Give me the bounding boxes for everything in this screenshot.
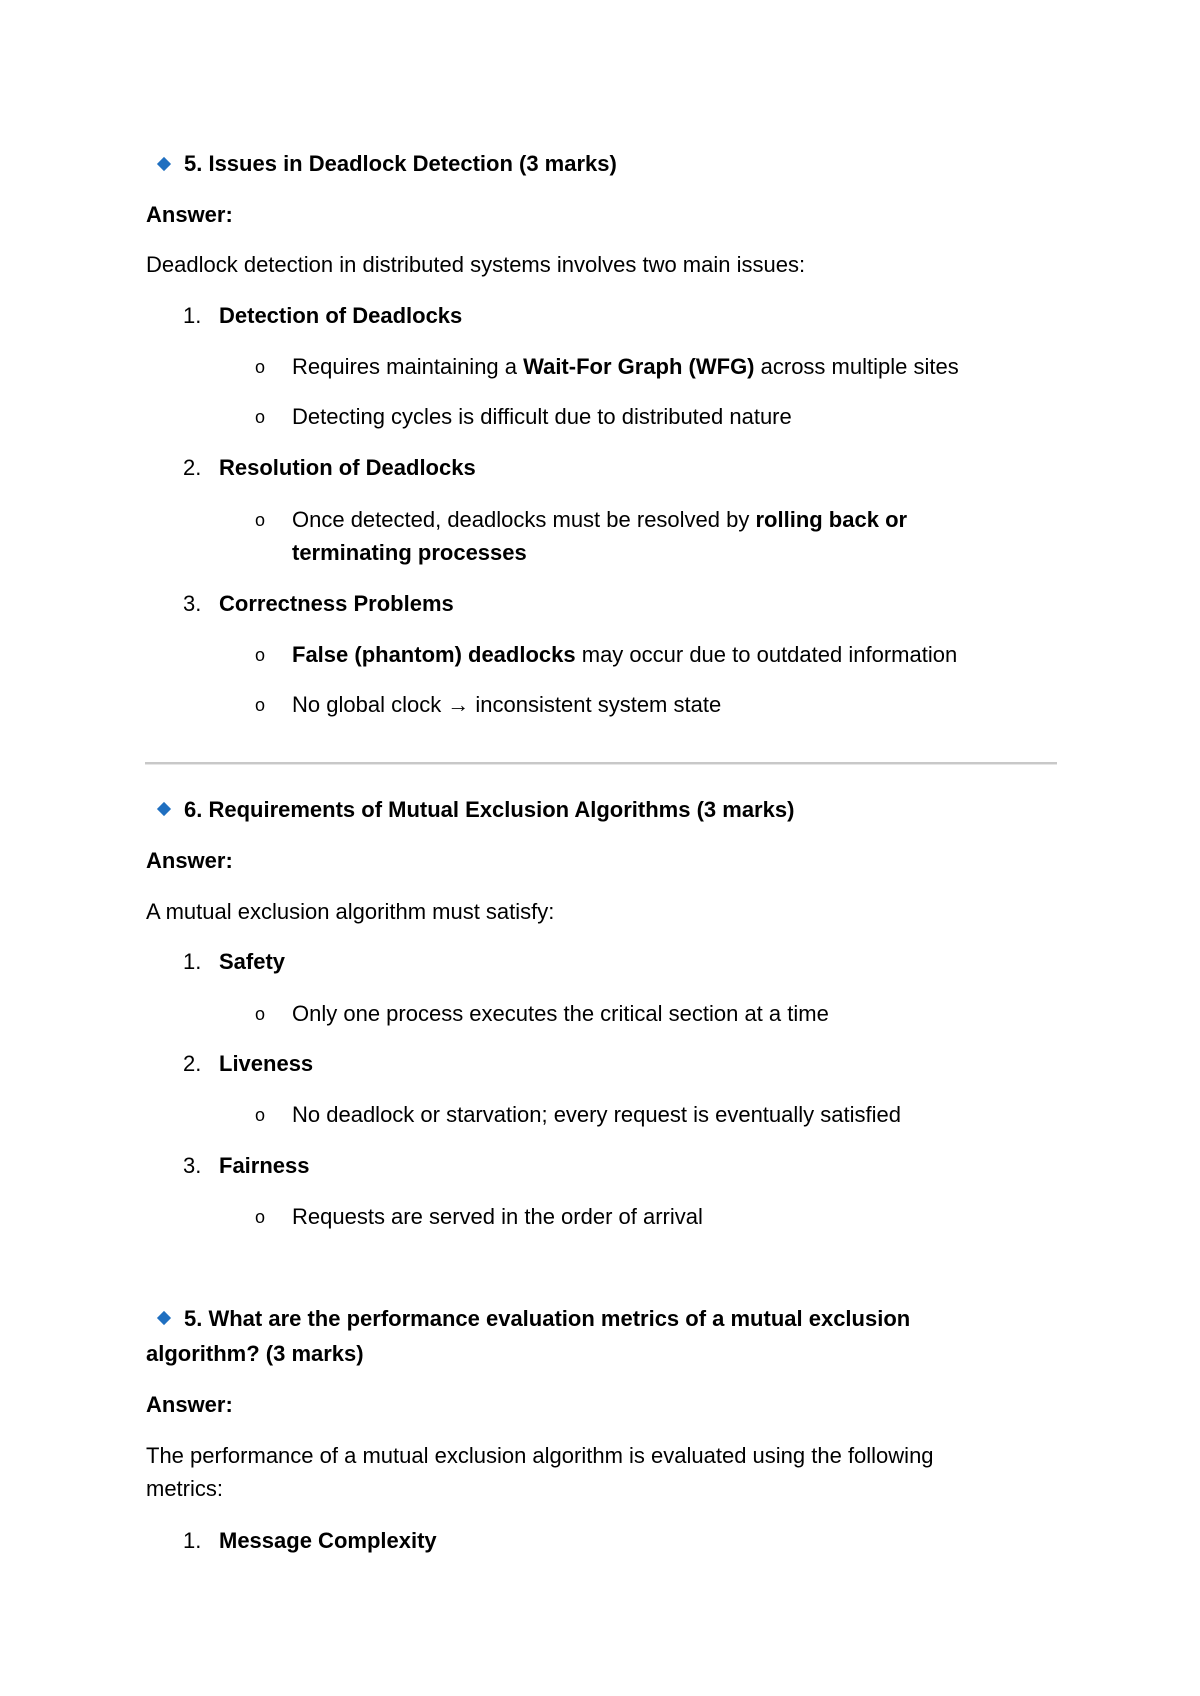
sub-bullet-text: Only one process executes the critical section at a time — [292, 1001, 829, 1026]
sub-bullet-text-continued: terminating processes — [292, 540, 527, 565]
answer-label: Answer: — [146, 202, 233, 227]
list-item-heading: Liveness — [219, 1051, 314, 1076]
sub-bullet-text: No global clock → inconsistent system state — [292, 692, 722, 717]
list-number: 2. — [183, 455, 202, 480]
section-intro: The performance of a mutual exclusion algorithm is evaluated using the following — [146, 1443, 934, 1468]
sub-bullet-marker: o — [255, 357, 266, 377]
list-item-heading: Fairness — [219, 1153, 310, 1178]
list-number: 1. — [183, 1528, 202, 1553]
list-item-heading: Correctness Problems — [219, 591, 454, 616]
list-number: 1. — [183, 303, 202, 328]
text-run: Once detected, deadlocks must be resolved by — [292, 507, 756, 532]
sub-bullet-marker: o — [255, 407, 266, 427]
section-title-continued: algorithm? (3 marks) — [146, 1341, 364, 1366]
list-item-heading: Detection of Deadlocks — [219, 303, 463, 328]
text-run: may occur due to outdated information — [575, 642, 958, 667]
sub-bullet-text — [292, 353, 959, 381]
sub-bullet-text: No deadlock or starvation; every request is eventually satisfied — [292, 1102, 901, 1127]
text-run: across multiple sites — [754, 354, 959, 379]
answer-label: Answer: — [146, 848, 233, 873]
sub-bullet-text: Detecting cycles is difficult due to distributed nature — [292, 404, 792, 429]
sub-bullet-text: Requests are served in the order of arrival — [292, 1204, 703, 1229]
section-title: 5. Issues in Deadlock Detection (3 marks) — [184, 151, 617, 176]
list-number: 2. — [183, 1051, 202, 1076]
diamond-bullet-icon — [157, 802, 171, 816]
section-intro-continued: metrics: — [146, 1476, 223, 1501]
section-divider — [145, 762, 1057, 765]
list-item-heading: Safety — [219, 949, 286, 974]
sub-bullet-text — [292, 641, 957, 669]
section-intro: Deadlock detection in distributed systems involves two main issues: — [146, 252, 806, 277]
text-run: Requires maintaining a — [292, 354, 524, 379]
sub-bullet-marker: o — [255, 510, 266, 530]
section-title: 5. What are the performance evaluation metrics of a mutual exclusion — [184, 1306, 911, 1331]
answer-label: Answer: — [146, 1392, 233, 1417]
text-run-bold: rolling back or — [755, 507, 908, 532]
sub-bullet-text — [292, 506, 907, 534]
list-item-heading: Resolution of Deadlocks — [219, 455, 476, 480]
section-intro: A mutual exclusion algorithm must satisfy: — [146, 899, 555, 924]
text-run-bold: Wait-For Graph (WFG) — [523, 354, 755, 379]
list-number: 1. — [183, 949, 202, 974]
diamond-bullet-icon — [157, 1311, 171, 1325]
sub-bullet-marker: o — [255, 695, 266, 715]
sub-bullet-marker: o — [255, 1105, 266, 1125]
list-item-heading: Message Complexity — [219, 1528, 437, 1553]
list-number: 3. — [183, 1153, 202, 1178]
sub-bullet-marker: o — [255, 1004, 266, 1024]
list-number: 3. — [183, 591, 202, 616]
sub-bullet-marker: o — [255, 1207, 266, 1227]
text-run-bold: False (phantom) deadlocks — [292, 642, 576, 667]
section-title: 6. Requirements of Mutual Exclusion Algorithms (3 marks) — [184, 797, 795, 822]
sub-bullet-marker: o — [255, 645, 266, 665]
diamond-bullet-icon — [157, 157, 171, 171]
